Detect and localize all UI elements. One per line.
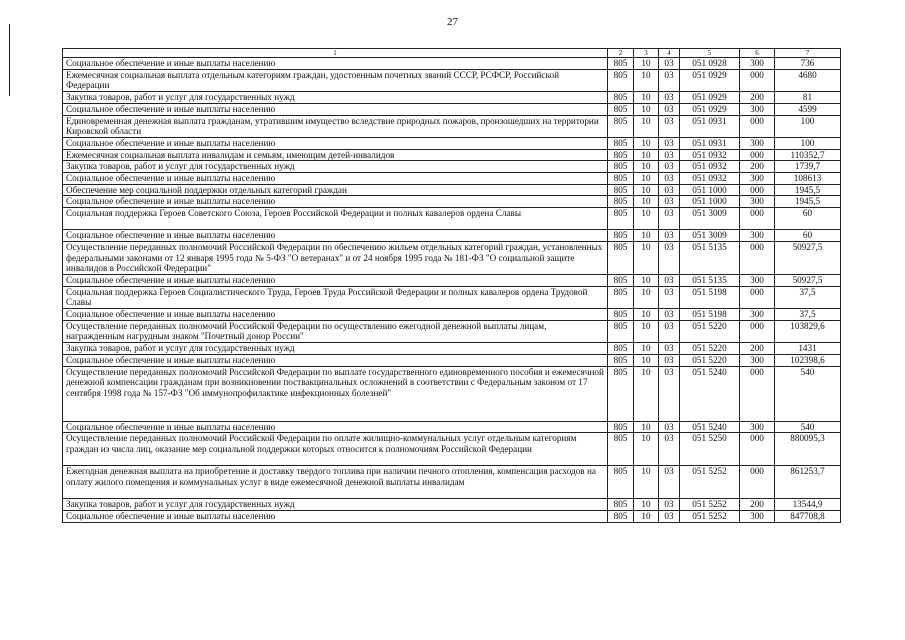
amount-cell: 1945,5 [775, 184, 841, 196]
expense-type-cell: 200 [740, 499, 775, 511]
amount-cell: 100 [775, 115, 841, 137]
amount-cell: 880095,3 [775, 433, 841, 466]
subsection-2-cell: 03 [659, 499, 680, 511]
expense-type-cell: 300 [740, 421, 775, 433]
section-cell: 805 [608, 115, 634, 137]
subsection-2-cell: 03 [659, 466, 680, 499]
expense-type-cell: 300 [740, 58, 775, 70]
target-item-cell: 051 5250 [680, 433, 740, 466]
section-cell: 805 [608, 499, 634, 511]
subsection-1-cell: 10 [634, 510, 659, 522]
expense-type-cell: 000 [740, 149, 775, 161]
subsection-1-cell: 10 [634, 286, 659, 308]
amount-cell: 540 [775, 366, 841, 421]
expense-type-cell: 200 [740, 161, 775, 173]
amount-cell: 1431 [775, 343, 841, 355]
row-name-cell: Закупка товаров, работ и услуг для государственных нужд [63, 499, 608, 511]
subsection-1-cell: 10 [634, 499, 659, 511]
subsection-1-cell: 10 [634, 354, 659, 366]
target-item-cell: 051 3009 [680, 230, 740, 242]
table-row [63, 510, 841, 522]
target-item-cell: 051 3009 [680, 208, 740, 230]
section-cell: 805 [608, 161, 634, 173]
row-name-cell: Ежемесячная социальная выплата отдельным категориям граждан, удостоенным почетных званий СССР, РСФСР, Российской Федерации [63, 69, 608, 91]
subsection-1-cell: 10 [634, 137, 659, 149]
subsection-1-cell: 10 [634, 466, 659, 499]
section-cell: 805 [608, 286, 634, 308]
subsection-1-cell: 10 [634, 69, 659, 91]
expense-type-cell: 300 [740, 510, 775, 522]
section-cell: 805 [608, 103, 634, 115]
expense-type-cell: 000 [740, 184, 775, 196]
table-row [63, 92, 841, 104]
header-cell-4: 4 [659, 49, 680, 58]
expense-type-cell: 300 [740, 274, 775, 286]
section-cell: 805 [608, 230, 634, 242]
subsection-2-cell: 03 [659, 274, 680, 286]
section-cell: 805 [608, 241, 634, 274]
amount-cell: 1945,5 [775, 196, 841, 208]
row-name-cell: Единовременная денежная выплата гражданам, утратившим имущество вследствие природных пожаров, произошедших на территории Кировской области [63, 115, 608, 137]
page-number: 27 [447, 16, 458, 28]
amount-cell: 4680 [775, 69, 841, 91]
subsection-2-cell: 03 [659, 343, 680, 355]
target-item-cell: 051 0928 [680, 58, 740, 70]
amount-cell: 108613 [775, 173, 841, 185]
target-item-cell: 051 0931 [680, 137, 740, 149]
row-name-cell: Осуществление переданных полномочий Российской Федерации по обеспечению жильем отдельных категорий граждан, установленных федеральными законами от 12 января 1995 года № 5-ФЗ "О ветеранах" и от 24 ноября 1995 года № 181-ФЗ "О социальной защите инвалидов в Российской Федерации" [63, 241, 608, 274]
section-cell: 805 [608, 320, 634, 342]
subsection-2-cell: 03 [659, 433, 680, 466]
expense-type-cell: 000 [740, 115, 775, 137]
section-cell: 805 [608, 354, 634, 366]
amount-cell: 100 [775, 137, 841, 149]
section-cell: 805 [608, 343, 634, 355]
target-item-cell: 051 5198 [680, 286, 740, 308]
amount-cell: 37,5 [775, 286, 841, 308]
target-item-cell: 051 0931 [680, 115, 740, 137]
table-row [63, 274, 841, 286]
row-name-cell: Социальное обеспечение и иные выплаты населению [63, 196, 608, 208]
expense-type-cell: 300 [740, 137, 775, 149]
row-name-cell: Осуществление переданных полномочий Российской Федерации по выплате государственного единовременного пособия и ежемесячной денежной компенсации гражданам при возникновении поствакцинальных осложнений в соответствии с Федеральным законом от 17 сентября 1998 года № 157-ФЗ "Об иммунопрофилактике инфекционных болезней" [63, 366, 608, 421]
header-cell-7: 7 [775, 49, 841, 58]
amount-cell: 60 [775, 208, 841, 230]
subsection-2-cell: 03 [659, 173, 680, 185]
subsection-1-cell: 10 [634, 274, 659, 286]
expense-type-cell: 300 [740, 230, 775, 242]
target-item-cell: 051 1000 [680, 184, 740, 196]
row-name-cell: Социальное обеспечение и иные выплаты населению [63, 309, 608, 321]
expense-type-cell: 300 [740, 309, 775, 321]
header-row [63, 49, 841, 58]
expense-type-cell: 000 [740, 286, 775, 308]
expense-type-cell: 300 [740, 196, 775, 208]
subsection-1-cell: 10 [634, 103, 659, 115]
target-item-cell: 051 5220 [680, 354, 740, 366]
subsection-2-cell: 03 [659, 149, 680, 161]
section-cell: 805 [608, 69, 634, 91]
margin-line [9, 24, 10, 96]
table-row [63, 184, 841, 196]
subsection-2-cell: 03 [659, 208, 680, 230]
subsection-2-cell: 03 [659, 510, 680, 522]
subsection-1-cell: 10 [634, 92, 659, 104]
subsection-1-cell: 10 [634, 161, 659, 173]
section-cell: 805 [608, 433, 634, 466]
subsection-1-cell: 10 [634, 196, 659, 208]
amount-cell: 37,5 [775, 309, 841, 321]
amount-cell: 50927,5 [775, 274, 841, 286]
table-row [63, 466, 841, 499]
row-name-cell: Социальное обеспечение и иные выплаты населению [63, 421, 608, 433]
table-row [63, 499, 841, 511]
amount-cell: 4599 [775, 103, 841, 115]
amount-cell: 103829,6 [775, 320, 841, 342]
target-item-cell: 051 5252 [680, 499, 740, 511]
table-row [63, 149, 841, 161]
subsection-1-cell: 10 [634, 173, 659, 185]
expense-type-cell: 000 [740, 69, 775, 91]
section-cell: 805 [608, 309, 634, 321]
row-name-cell: Социальная поддержка Героев Советского Союза, Героев Российской Федерации и полных кавалеров ордена Славы [63, 208, 608, 230]
table-row [63, 115, 841, 137]
amount-cell: 110352,7 [775, 149, 841, 161]
subsection-1-cell: 10 [634, 241, 659, 274]
target-item-cell: 051 5240 [680, 366, 740, 421]
expense-type-cell: 300 [740, 173, 775, 185]
table-row [63, 354, 841, 366]
header-cell-3: 3 [634, 49, 659, 58]
target-item-cell: 051 5252 [680, 466, 740, 499]
section-cell: 805 [608, 366, 634, 421]
subsection-2-cell: 03 [659, 320, 680, 342]
expense-type-cell: 000 [740, 241, 775, 274]
amount-cell: 60 [775, 230, 841, 242]
section-cell: 805 [608, 149, 634, 161]
row-name-cell: Социальное обеспечение и иные выплаты населению [63, 230, 608, 242]
header-cell-6: 6 [740, 49, 775, 58]
subsection-2-cell: 03 [659, 366, 680, 421]
row-name-cell: Закупка товаров, работ и услуг для государственных нужд [63, 343, 608, 355]
row-name-cell: Социальное обеспечение и иные выплаты населению [63, 510, 608, 522]
amount-cell: 50927,5 [775, 241, 841, 274]
target-item-cell: 051 5135 [680, 241, 740, 274]
table-row [63, 320, 841, 342]
table-row [63, 196, 841, 208]
header-cell-2: 2 [608, 49, 634, 58]
amount-cell: 736 [775, 58, 841, 70]
subsection-2-cell: 03 [659, 161, 680, 173]
table-row [63, 161, 841, 173]
subsection-2-cell: 03 [659, 69, 680, 91]
row-name-cell: Обеспечение мер социальной поддержки отдельных категорий граждан [63, 184, 608, 196]
subsection-1-cell: 10 [634, 149, 659, 161]
table-row [63, 173, 841, 185]
expense-type-cell: 000 [740, 366, 775, 421]
row-name-cell: Социальная поддержка Героев Социалистического Труда, Героев Труда Российской Федерации и полных кавалеров ордена Трудовой Славы [63, 286, 608, 308]
row-name-cell: Осуществление переданных полномочий Российской Федерации по оплате жилищно-коммунальных услуг отдельным категориям граждан из числа лиц, оказание мер социальной поддержки которых относится к полномочиям Российской Федерации [63, 433, 608, 466]
subsection-2-cell: 03 [659, 230, 680, 242]
row-name-cell: Ежегодная денежная выплата на приобретение и доставку твердого топлива при наличии печного отопления, компенсация расходов на оплату жилого помещения и коммунальных услуг в виде ежемесячной денежной выплаты инвалидам [63, 466, 608, 499]
table-row [63, 230, 841, 242]
subsection-1-cell: 10 [634, 433, 659, 466]
header-cell-1: 1 [63, 49, 608, 58]
table-row [63, 69, 841, 91]
table-row [63, 433, 841, 466]
section-cell: 805 [608, 274, 634, 286]
amount-cell: 540 [775, 421, 841, 433]
amount-cell: 102398,6 [775, 354, 841, 366]
subsection-2-cell: 03 [659, 286, 680, 308]
subsection-1-cell: 10 [634, 421, 659, 433]
amount-cell: 1739,7 [775, 161, 841, 173]
row-name-cell: Социальное обеспечение и иные выплаты населению [63, 137, 608, 149]
subsection-1-cell: 10 [634, 58, 659, 70]
expense-type-cell: 000 [740, 466, 775, 499]
target-item-cell: 051 5198 [680, 309, 740, 321]
section-cell: 805 [608, 92, 634, 104]
section-cell: 805 [608, 196, 634, 208]
row-name-cell: Ежемесячная социальная выплата инвалидам и семьям, имеющим детей-инвалидов [63, 149, 608, 161]
subsection-1-cell: 10 [634, 184, 659, 196]
section-cell: 805 [608, 173, 634, 185]
target-item-cell: 051 5220 [680, 343, 740, 355]
amount-cell: 13544,9 [775, 499, 841, 511]
amount-cell: 847708,8 [775, 510, 841, 522]
expense-type-cell: 000 [740, 433, 775, 466]
expense-type-cell: 200 [740, 343, 775, 355]
subsection-2-cell: 03 [659, 103, 680, 115]
section-cell: 805 [608, 184, 634, 196]
section-cell: 805 [608, 510, 634, 522]
target-item-cell: 051 1000 [680, 196, 740, 208]
target-item-cell: 051 0929 [680, 69, 740, 91]
table-row [63, 421, 841, 433]
target-item-cell: 051 0932 [680, 173, 740, 185]
target-item-cell: 051 0932 [680, 161, 740, 173]
expense-type-cell: 300 [740, 354, 775, 366]
expense-type-cell: 000 [740, 320, 775, 342]
subsection-1-cell: 10 [634, 366, 659, 421]
subsection-2-cell: 03 [659, 184, 680, 196]
subsection-2-cell: 03 [659, 241, 680, 274]
row-name-cell: Социальное обеспечение и иные выплаты населению [63, 58, 608, 70]
table-row [63, 366, 841, 421]
row-name-cell: Социальное обеспечение и иные выплаты населению [63, 354, 608, 366]
target-item-cell: 051 5240 [680, 421, 740, 433]
amount-cell: 81 [775, 92, 841, 104]
budget-table [62, 48, 841, 523]
subsection-2-cell: 03 [659, 58, 680, 70]
section-cell: 805 [608, 208, 634, 230]
target-item-cell: 051 5135 [680, 274, 740, 286]
expense-type-cell: 200 [740, 92, 775, 104]
row-name-cell: Осуществление переданных полномочий Российской Федерации по осуществлению ежегодной денежной выплаты лицам, награжденным нагрудным знаком "Почетный донор России" [63, 320, 608, 342]
table-row [63, 343, 841, 355]
amount-cell: 861253,7 [775, 466, 841, 499]
subsection-2-cell: 03 [659, 196, 680, 208]
subsection-2-cell: 03 [659, 137, 680, 149]
target-item-cell: 051 0929 [680, 103, 740, 115]
table-row [63, 241, 841, 274]
row-name-cell: Социальное обеспечение и иные выплаты населению [63, 103, 608, 115]
table-row [63, 309, 841, 321]
table-row [63, 286, 841, 308]
row-name-cell: Социальное обеспечение и иные выплаты населению [63, 173, 608, 185]
subsection-1-cell: 10 [634, 309, 659, 321]
subsection-1-cell: 10 [634, 230, 659, 242]
subsection-2-cell: 03 [659, 115, 680, 137]
section-cell: 805 [608, 137, 634, 149]
target-item-cell: 051 5220 [680, 320, 740, 342]
subsection-1-cell: 10 [634, 343, 659, 355]
subsection-2-cell: 03 [659, 309, 680, 321]
subsection-2-cell: 03 [659, 92, 680, 104]
subsection-1-cell: 10 [634, 320, 659, 342]
table-row [63, 58, 841, 70]
expense-type-cell: 000 [740, 208, 775, 230]
subsection-1-cell: 10 [634, 208, 659, 230]
section-cell: 805 [608, 421, 634, 433]
table-row [63, 103, 841, 115]
row-name-cell: Социальное обеспечение и иные выплаты населению [63, 274, 608, 286]
target-item-cell: 051 5252 [680, 510, 740, 522]
target-item-cell: 051 0932 [680, 149, 740, 161]
row-name-cell: Закупка товаров, работ и услуг для государственных нужд [63, 161, 608, 173]
section-cell: 805 [608, 466, 634, 499]
target-item-cell: 051 0929 [680, 92, 740, 104]
row-name-cell: Закупка товаров, работ и услуг для государственных нужд [63, 92, 608, 104]
table-row [63, 137, 841, 149]
table-row [63, 208, 841, 230]
subsection-1-cell: 10 [634, 115, 659, 137]
section-cell: 805 [608, 58, 634, 70]
subsection-2-cell: 03 [659, 354, 680, 366]
header-cell-5: 5 [680, 49, 740, 58]
expense-type-cell: 300 [740, 103, 775, 115]
budget-table-body [63, 49, 841, 523]
subsection-2-cell: 03 [659, 421, 680, 433]
